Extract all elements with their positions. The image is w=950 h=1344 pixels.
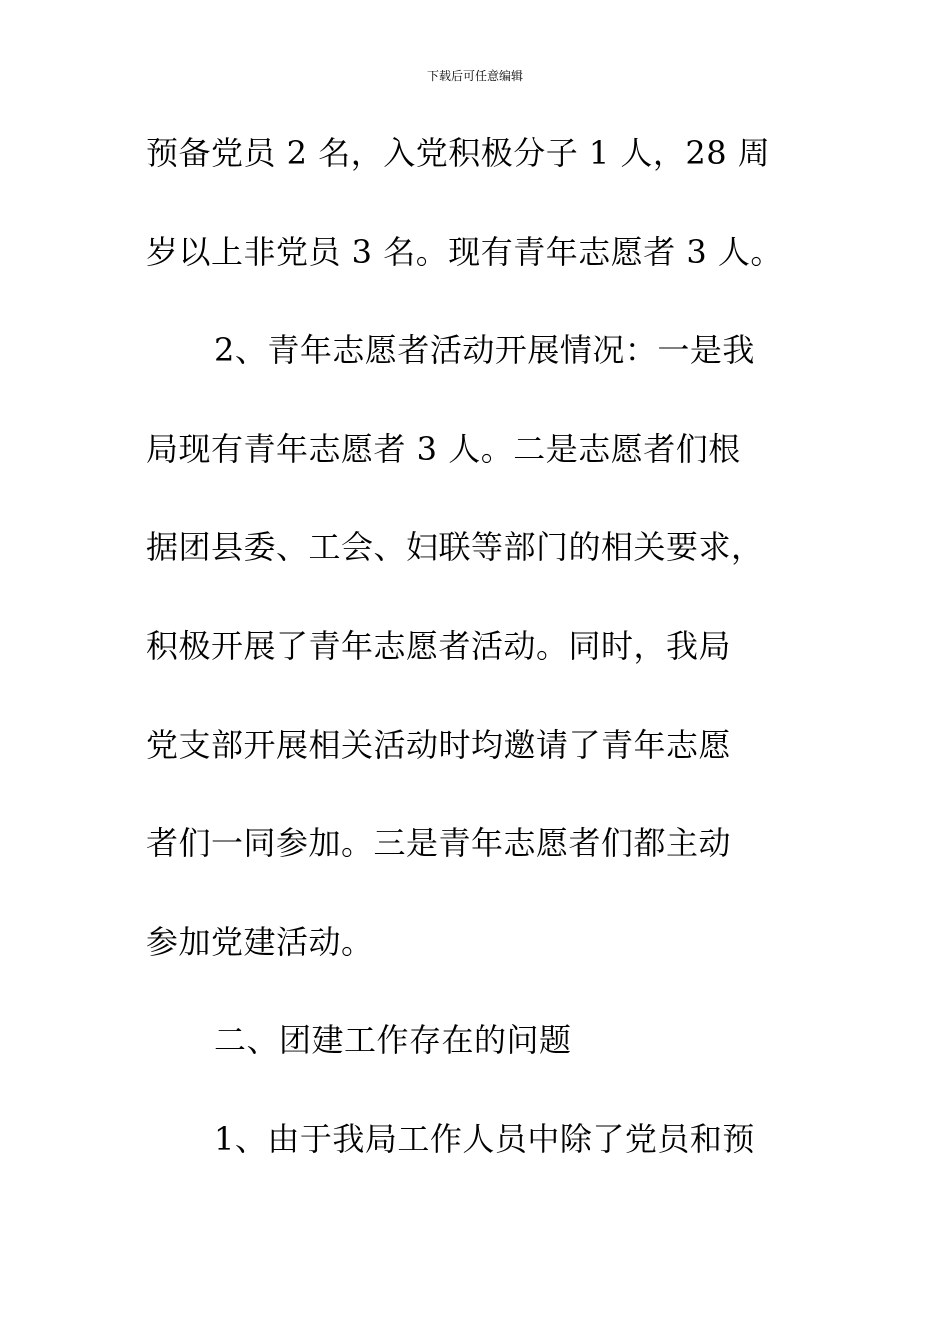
text-line: 参加党建活动。 xyxy=(146,922,374,961)
page-header: 下载后可任意编辑 xyxy=(426,69,523,83)
text-line: 党支部开展相关活动时均邀请了青年志愿 xyxy=(146,725,732,764)
text-line: 据团县委、工会、妇联等部门的相关要求， xyxy=(146,528,764,567)
document-body xyxy=(146,128,806,1213)
text-line: 局现有青年志愿者 3 人。二是志愿者们根 xyxy=(146,429,741,468)
text-line: 预备党员 2 名，入党积极分子 1 人，28 周 xyxy=(146,134,771,172)
text-line: 者们一同参加。三是青年志愿者们都主动 xyxy=(146,824,732,863)
text-line: 岁以上非党员 3 名。现有青年志愿者 3 人。 xyxy=(146,232,783,271)
section-heading: 二、团建工作存在的问题 xyxy=(214,1021,572,1060)
text-line: 积极开展了青年志愿者活动。同时，我局 xyxy=(146,626,732,665)
paragraph-start-line: 1、由于我局工作人员中除了党员和预 xyxy=(214,1119,755,1158)
paragraph-start-line: 2、青年志愿者活动开展情况：一是我 xyxy=(214,331,755,370)
